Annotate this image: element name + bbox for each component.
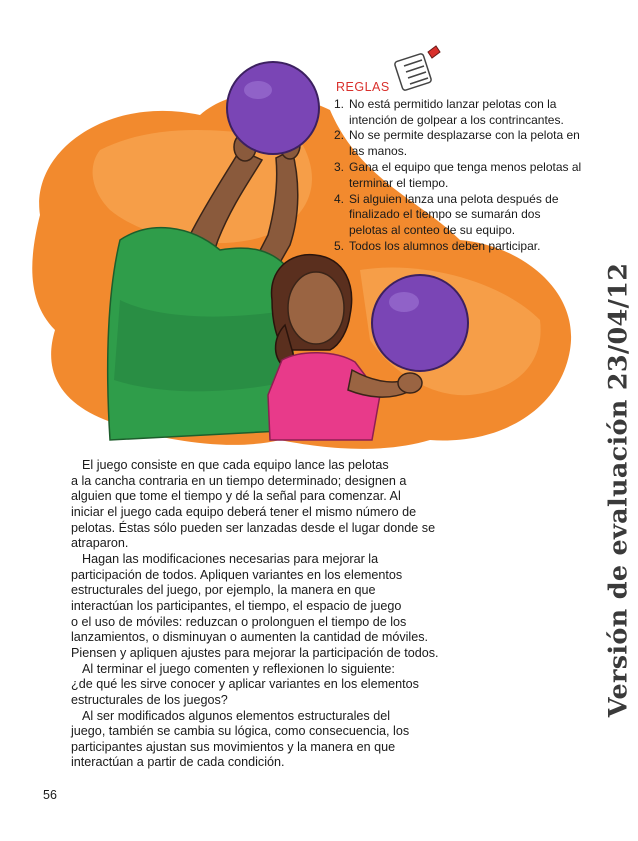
rule-item — [334, 160, 582, 192]
rule-number: 2. — [334, 128, 345, 143]
evaluation-version-stamp — [600, 205, 636, 775]
rule-item — [334, 128, 582, 160]
girl-hands — [398, 373, 422, 393]
rules-title: REGLAS — [336, 80, 390, 94]
rule-text: No está permitido lanzar pelotas con la intención de golpear a los contrincantes. — [349, 96, 564, 127]
rule-number: 1. — [334, 96, 345, 111]
paragraph: Hagan las modificaciones necesarias para mejorar la participación de todos. Apliquen variantes en los elementos estructurales del juego, por ejemplo, la manera en que interactúan los participantes, el tiempo, el espacio de juego o el uso de móviles: reduzcan o prolonguen el tiempo de los lanzamientos, o disminuyan o aumenten la cantidad de móviles. Piensen y apliquen ajustes para mejorar la participación de todos. — [71, 551, 439, 660]
rule-item — [334, 97, 582, 129]
girl-face — [288, 272, 344, 344]
ball-bottom — [372, 275, 468, 371]
rule-item — [334, 192, 582, 239]
rules-box — [334, 80, 582, 255]
paragraph: Al terminar el juego comenten y reflexionen lo siguiente: ¿de qué les sirve conocer y aplicar variantes en los elementos estructurales de los juegos? — [71, 661, 419, 707]
rule-number: 4. — [334, 191, 345, 206]
rule-number: 3. — [334, 159, 345, 174]
rule-text: Todos los alumnos deben participar. — [349, 238, 541, 253]
body-text — [71, 458, 491, 771]
rule-text: Gana el equipo que tenga menos pelotas al terminar el tiempo. — [349, 159, 582, 190]
rule-text: Si alguien lanza una pelota después de finalizado el tiempo se sumarán dos pelotas al conteo de su equipo. — [349, 191, 559, 238]
evaluation-version-text: Versión de evaluación 23/04/12 — [603, 262, 634, 718]
ball-top — [227, 62, 319, 154]
page-number: 56 — [43, 788, 57, 802]
rule-item — [334, 239, 582, 255]
paragraph: El juego consiste en que cada equipo lance las pelotas a la cancha contraria en un tiempo determinado; designen a alguien que tome el tiempo y dé la señal para comenzar. Al iniciar el juego cada equipo deberá tener el mismo número de pelotas. Éstas sólo pueden ser lanzadas desde el lugar donde se atraparon. — [71, 458, 436, 551]
rule-number: 5. — [334, 238, 345, 253]
rules-list — [334, 97, 582, 255]
rule-text: No se permite desplazarse con la pelota en las manos. — [349, 128, 580, 159]
paragraph: Al ser modificados algunos elementos estructurales del juego, también se cambia su lógica, como consecuencia, los participantes ajustan sus movimientos y la manera en que interactúan a partir de cada condición. — [71, 708, 410, 770]
